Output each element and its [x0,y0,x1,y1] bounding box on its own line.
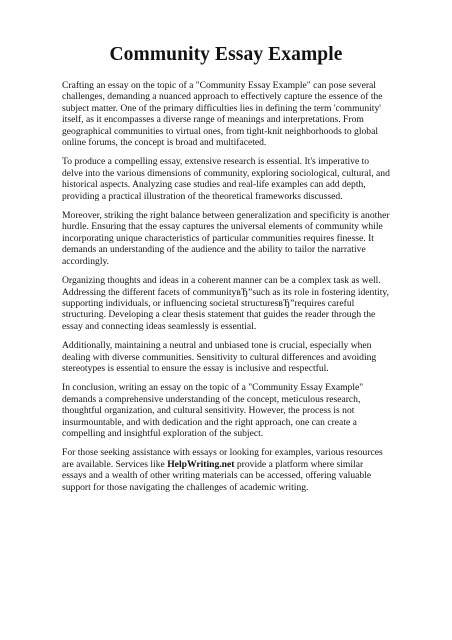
paragraph-conclusion: In conclusion, writing an essay on the topic of a "Community Essay Example" demands a comprehensive understanding of the concept, meticulous research, thoughtful organization, and cultural sensitivity. However, the process is not insurmountable, and with dedication and the right approach, one can create a compelling and insightful exploration of the subject. [62,382,364,439]
resources-text-after: provide a platform where similar essays and a wealth of other writing materials can be accessed, offering valuable support for those navigating the challenges of academic writing. [62,458,372,493]
page-title: Community Essay Example [109,44,343,65]
brand-link[interactable]: HelpWriting.net [167,458,235,470]
paragraph-organizing: Organizing thoughts and ideas in a coherent manner can be a complex task as well. Addressing the different facets of communityвЂ”such as its role in fostering identity, supporting individuals, or influencing societal structuresвЂ”requires careful structuring. Developing a clear thesis statement that guides the reader through the essay and connecting ideas seamlessly is essential. [62,275,389,332]
paragraph-intro: Crafting an essay on the topic of a "Community Essay Example" can pose several challenges, demanding a nuanced approach to effectively capture the essence of the subject matter. One of the primary difficulties lies in defining the term 'community' itself, as it encompasses a diverse range of meanings and interpretations. From geographical communities to virtual ones, from tight-knit neighborhoods to global online forums, the concept is broad and multifaceted. [62,80,383,149]
resources-text-before: For those seeking assistance with essays or looking for examples, various resources are available. Services like [62,447,383,470]
paragraph-resources [62,447,390,493]
paragraph-tone: Additionally, maintaining a neutral and unbiased tone is crucial, especially when dealing with diverse communities. Sensitivity to cultural differences and avoiding stereotypes is essential to ensure the essay is inclusive and respectful. [62,340,377,374]
paragraph-research: To produce a compelling essay, extensive research is essential. It's imperative to delve into the various dimensions of community, exploring sociological, cultural, and historical aspects. Analyzing case studies and real-life examples can add depth, providing a practical illustration of the theoretical frameworks discussed. [62,156,390,202]
paragraph-balance: Moreover, striking the right balance between generalization and specificity is another hurdle. Ensuring that the essay captures the universal elements of community while incorporating unique characteristics of particular communities requires finesse. It demands an understanding of the audience and the ability to tailor the narrative accordingly. [62,210,390,267]
